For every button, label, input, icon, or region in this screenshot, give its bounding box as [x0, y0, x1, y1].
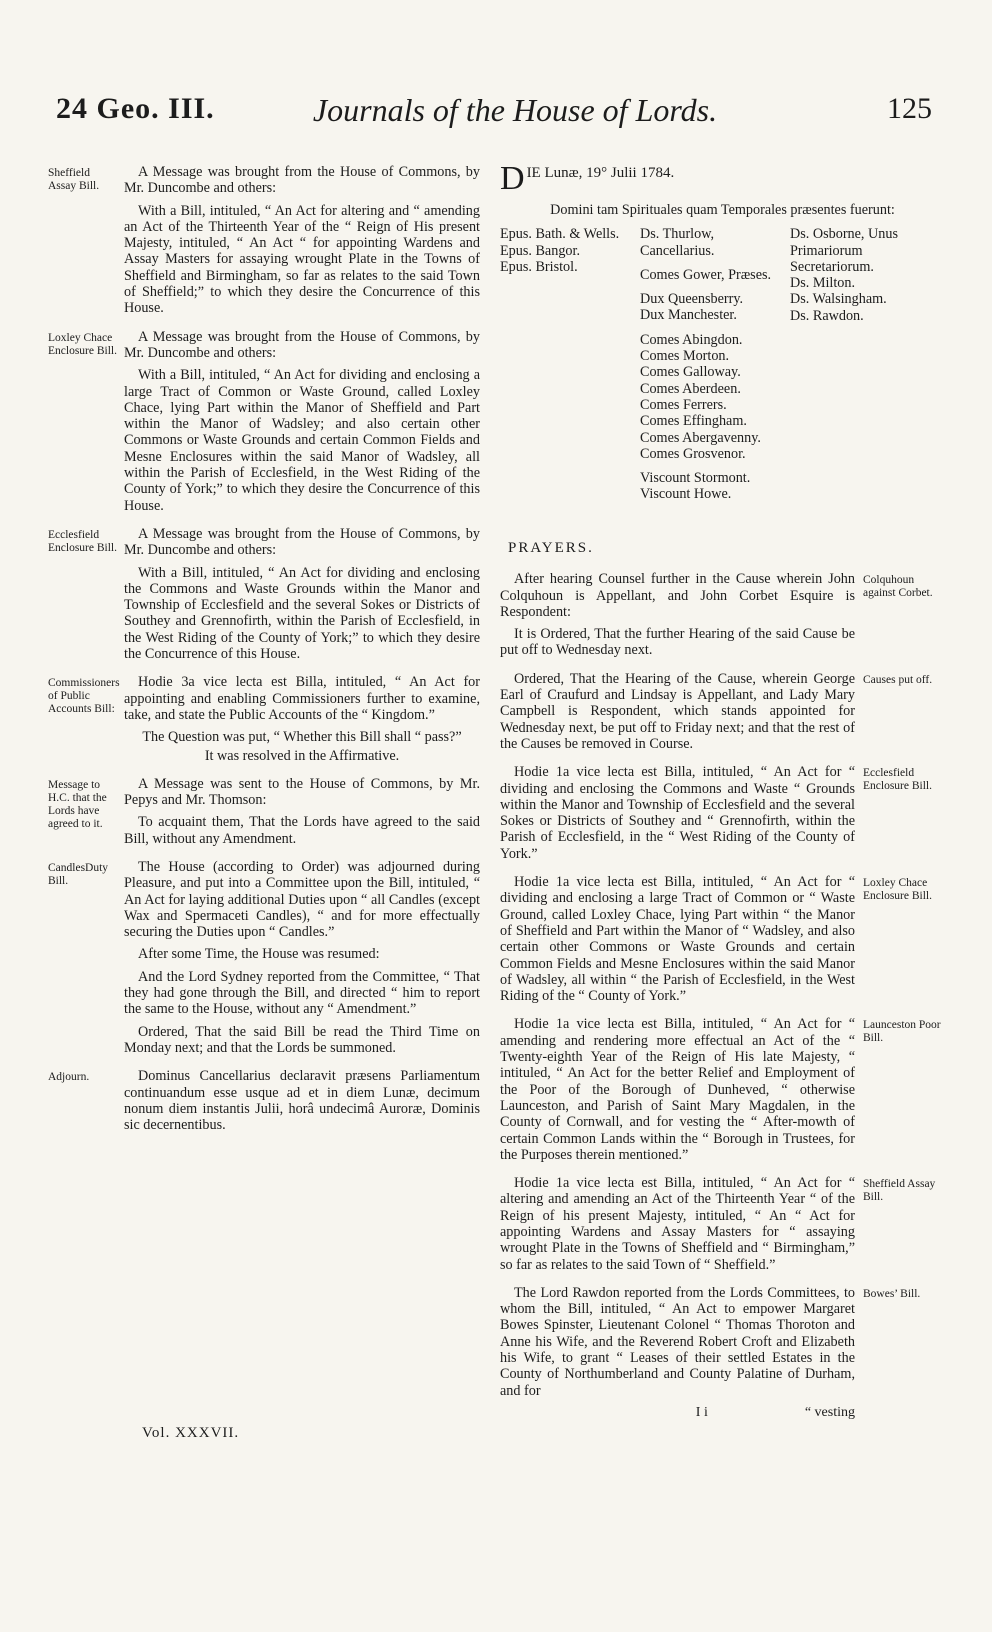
sitting-date [500, 160, 945, 197]
margin-note: Commissioners of Public Accounts Bill: [48, 677, 120, 716]
paragraph: To acquaint them, That the Lords have agreed to the said Bill, without any Amendment. [124, 814, 480, 847]
entry-causes-put-off [500, 671, 945, 752]
lord-name: Comes Effingham. [640, 413, 747, 430]
date-text: IE Lunæ, 19° Julii 1784. [526, 165, 675, 181]
margin-note: Bowes’ Bill. [863, 1287, 921, 1300]
entry-launceston-reading [500, 1016, 945, 1163]
paragraph: A Message was brought from the House of Commons, by Mr. Duncombe and others: [124, 525, 480, 559]
lord-name: Epus. Bangor. [500, 242, 580, 259]
lord-name: Dux Manchester. [640, 307, 737, 324]
lord-name: Ds. Thurlow, Cancellarius. [640, 226, 715, 259]
margin-note: Launceston Poor Bill. [863, 1019, 941, 1045]
paragraph: Hodie 1a vice lecta est Billa, intituled, “ An Act for “ dividing and enclosing the Commons and Waste “ Grounds within the Manor and Township of Ecclesfield and the several Sokes or Districts of Southey and “ Grennofirth, within the Parish of Ecclesfield, in the “ West Riding of the County of York.” [500, 764, 855, 862]
paragraph: After hearing Counsel further in the Cause wherein John Colquhoun is Appellant, and John Corbet Esquire is Respondent: [500, 571, 855, 620]
paragraph: Ordered, That the said Bill be read the Third Time on Monday next; and that the Lords be summoned. [124, 1023, 480, 1056]
entry-colquhoun [500, 571, 945, 658]
paragraph: And the Lord Sydney reported from the Committee, “ That they had gone through the Bill, and directed “ him to report the same to the House, without any “ Amendment.” [124, 968, 480, 1018]
volume-label: Vol. XXXVII. [142, 1425, 240, 1441]
entry-candles-duty [48, 859, 480, 1056]
paragraph: After some Time, the House was resumed: [138, 946, 380, 963]
lord-name [640, 283, 786, 291]
margin-note: CandlesDuty Bill. [48, 861, 109, 887]
paragraph: It is Ordered, That the further Hearing of the said Cause be put off to Wednesday next. [500, 626, 855, 659]
lord-name: Ds. Milton. [790, 275, 856, 292]
margin-note: Loxley Chace Enclosure Bill. [48, 331, 117, 357]
paragraph: Hodie 3a vice lecta est Billa, intituled, “ An Act for appointing and enabling Commissioners further to examine, take, and state the Public Accounts of the “ Kingdom.” [124, 674, 480, 723]
paragraph: A Message was brought from the House of Commons, by Mr. Duncombe and others: [124, 328, 480, 361]
paragraph: Dominus Cancellarius declaravit præsens Parliamentum continuandum esse usque ad et in diem Lunæ, decimum nonum diem instantis Julii, horâ undecimâ Auroræ, Dominis sic decernentibus. [124, 1068, 480, 1134]
entry-loxley-message [48, 329, 480, 514]
lord-name: Comes Aberdeen. [640, 380, 741, 397]
lord-name: Comes Abergavenny. [640, 429, 761, 446]
lords-present [500, 226, 945, 536]
lord-name: Dux Queensberry. [640, 291, 744, 308]
paragraph: With a Bill, intituled, “ An Act for dividing and enclosing a large Tract of Common or Waste Ground, called Loxley Chace, lying Part within the Manor of Sheffield and Part within the Manor of Wadsley; and also certain other Commons or Waste Grounds and certain Common Fields and Mesne Enclosures within the said Manor of Wadsley, all within the Parish of Ecclesfield, in the West Riding of the County of York;” to which they desire the Concurrence of this House. [124, 367, 480, 514]
lord-name [640, 259, 786, 267]
lord-name: Comes Morton. [640, 348, 730, 365]
barons-list [790, 226, 940, 324]
paragraph: The House (according to Order) was adjourned during Pleasure, and put into a Committee upon the Bill, intituled, “ An Act for laying additional Duties upon “ all Candles (except Wax and Spermaceti Candles), “ and for more effectually securing the Duties upon “ Candles.” [124, 858, 480, 941]
margin-note: Colquhoun against Corbet. [863, 574, 933, 600]
attendance-heading: Domini tam Spirituales quam Temporales præsentes fuerunt: [550, 202, 895, 218]
paragraph: The Lord Rawdon reported from the Lords Committees, to whom the Bill, intituled, “ An Act to empower Margaret Bowes Spinster, Lieutenant Colonel “ Thomas Thoroton and Anne his Wife, and the Reverend Robert Croft and Elizabeth his Wife, to grant “ Leases of their settled Estates in the County of Northumberland and County Palatine of Durham, and for [500, 1284, 855, 1399]
margin-note: Ecclesfield Enclosure Bill. [863, 767, 932, 793]
entry-adjourn [48, 1068, 480, 1133]
paragraph: Ordered, That the Hearing of the Cause, wherein George Earl of Craufurd and Lindsay is Appellant, and Lady Mary Campbell is Respondent, which stands appointed for Wednesday next, be put off to Friday next; and that the rest of the Causes be removed in Course. [500, 670, 855, 752]
page-header [0, 88, 992, 138]
left-column [48, 164, 480, 1145]
paragraph: Hodie 1a vice lecta est Billa, intituled, “ An Act for “ amending and rendering more effectual an Act of the “ Twenty-eighth Year of the Reign of His late Majesty, “ intituled, “ An Act for the better Relief and Employment of the Poor of the Borough of Dunheved, “ otherwise Launceston, and Parish of Saint Mary Magdalen, in the County of Cornwall, and for vesting the “ After-mowth of certain Common Lands within the “ Borough in Trustees, for the Purposes therein mentioned.” [500, 1016, 855, 1163]
lord-name: Ds. Osborne, Unus Primariorum Secretariorum. [790, 226, 898, 275]
page-number: 125 [887, 92, 932, 125]
catchword: “ vesting [804, 1404, 855, 1420]
entry-loxley-reading [500, 874, 945, 1004]
bishops-list [500, 226, 638, 275]
lord-name: Ds. Walsingham. [790, 291, 887, 308]
question-line: The Question was put, “ Whether this Bill shall “ pass?” [142, 729, 462, 746]
margin-note: Causes put off. [863, 673, 933, 686]
signature-mark [500, 1405, 855, 1421]
lord-name: Viscount Howe. [640, 486, 732, 503]
margin-note: Sheffield Assay Bill. [863, 1178, 936, 1204]
entry-sheffield-assay-message [48, 164, 480, 317]
margin-note: Adjourn. [48, 1071, 90, 1084]
regnal-year: 24 Geo. III. [56, 92, 215, 125]
margin-note: Message to H.C. that the Lords have agreed to it. [48, 778, 107, 830]
lord-name: Comes Grosvenor. [640, 445, 746, 462]
lord-name: Ds. Rawdon. [790, 307, 864, 324]
entry-public-accounts [48, 674, 480, 763]
lord-name: Epus. Bath. & Wells. [500, 226, 620, 243]
paragraph: Hodie 1a vice lecta est Billa, intituled, “ An Act for “ dividing and enclosing a large Tract of Common or “ Waste Ground, called Loxley Chace, lying Part within “ the Manor of Sheffield and Part within the Manor of “ Wadsley, and also certain other Commons or Waste Grounds and certain Common Fields and Mesne Enclosures within the said Manor of Wadsley, all within “ the Parish of Ecclesfield, in the West Riding of the “ County of York.” [500, 874, 855, 1005]
paragraph: With a Bill, intituled, “ An Act for dividing and enclosing the Commons and Waste Grounds within the Manor and Township of Ecclesfield and the several Sokes or Districts of Southey and Grennofirth, within the Parish of Ecclesfield, in the West Riding of the County of York;” to which they desire the Concurrence of this House. [124, 564, 480, 663]
entry-ecclesfield-message [48, 526, 480, 662]
prayers-heading: PRAYERS. [508, 540, 594, 557]
paragraph: Hodie 1a vice lecta est Billa, intituled, “ An Act for “ altering and amending an Act of the Thirteenth Year “ of the Reign of his present Majesty, intituled, “ An “ Act for appointing Wardens and Assay Masters for “ assaying wrought Plate in the Towns of Sheffield and “ Birmingham,” so far as relates to the said Town of “ Sheffield.” [500, 1175, 855, 1273]
journal-title: Journals of the House of Lords. [312, 92, 718, 128]
entry-bowes-bill [500, 1285, 945, 1421]
lord-name: Epus. Bristol. [500, 258, 578, 275]
lord-name: Comes Gower, Præses. [640, 266, 772, 283]
paragraph: A Message was sent to the House of Commons, by Mr. Pepys and Mr. Thomson: [124, 775, 480, 809]
resolution-line: It was resolved in the Affirmative. [204, 747, 400, 764]
lord-name: Comes Galloway. [640, 364, 741, 381]
entry-ecclesfield-reading [500, 764, 945, 862]
peers-list [640, 226, 786, 502]
right-column [500, 160, 945, 1433]
lord-name: Viscount Stormont. [640, 470, 751, 487]
margin-note: Ecclesfield Enclosure Bill. [48, 528, 117, 554]
margin-note: Loxley Chace Enclosure Bill. [863, 877, 932, 903]
margin-note: Sheffield Assay Bill. [48, 167, 100, 192]
lord-name [640, 324, 786, 332]
paragraph: With a Bill, intituled, “ An Act for altering and “ amending an Act of the Thirteenth Year of the “ Reign of His present Majesty, intituled, “ An Act “ for appointing Wardens and Assay Masters for assaying wrought Plate in the Towns of Sheffield and Birmingham, so far as relates to the said Town of Sheffield;” to which they desire the Concurrence of this House. [124, 202, 480, 317]
lord-name: Comes Abingdon. [640, 331, 743, 348]
drop-cap: D [500, 160, 525, 197]
signature-letters: I i [695, 1404, 708, 1420]
lord-name: Comes Ferrers. [640, 396, 727, 413]
lord-name [640, 462, 786, 470]
entry-sheffield-reading [500, 1175, 945, 1273]
entry-message-to-commons [48, 776, 480, 847]
paragraph: A Message was brought from the House of Commons, by Mr. Duncombe and others: [124, 164, 480, 197]
